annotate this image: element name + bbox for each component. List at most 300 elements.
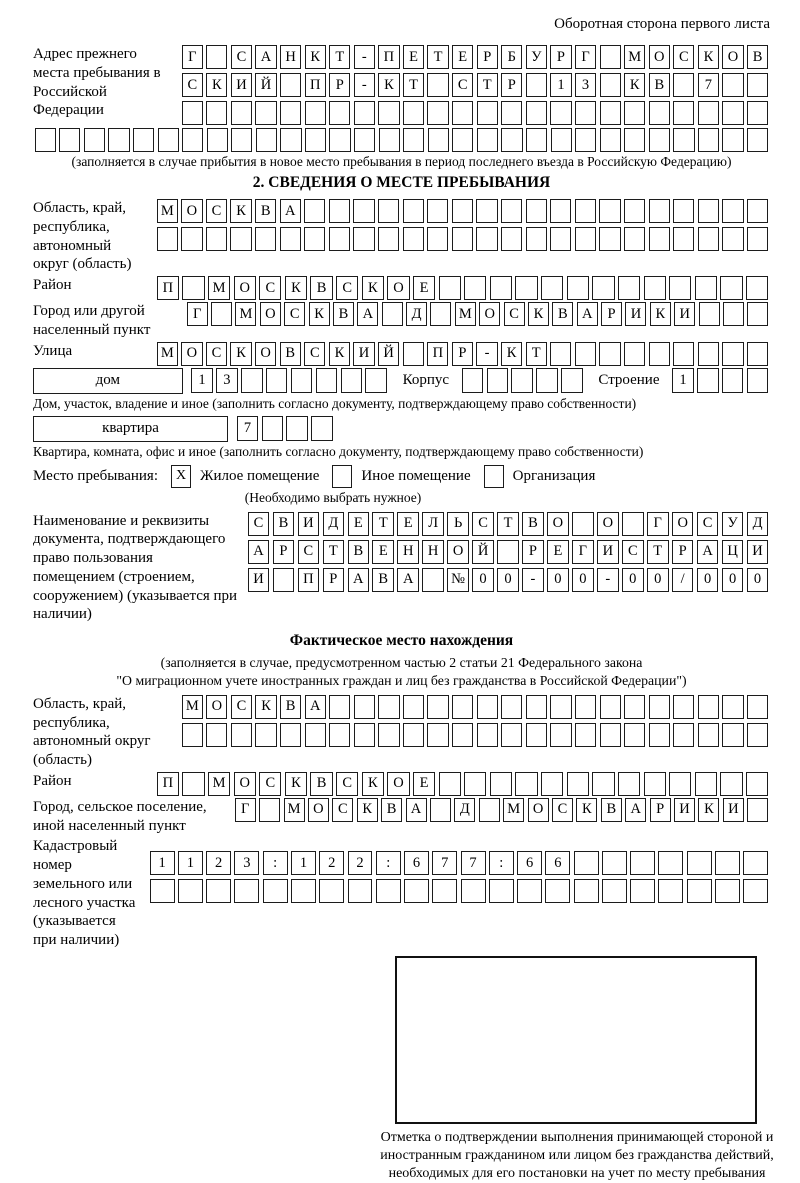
char-cell[interactable]: [430, 302, 451, 326]
char-cell[interactable]: [600, 723, 621, 747]
char-cell[interactable]: Н: [397, 540, 419, 564]
char-cell[interactable]: [622, 512, 644, 536]
char-cell[interactable]: С: [332, 798, 353, 822]
char-cell[interactable]: [574, 851, 599, 875]
char-cell[interactable]: О: [597, 512, 619, 536]
char-cell[interactable]: П: [157, 276, 179, 300]
char-cell[interactable]: [452, 128, 473, 152]
char-cell[interactable]: 6: [517, 851, 542, 875]
char-cell[interactable]: [515, 772, 537, 796]
char-cell[interactable]: М: [157, 342, 178, 366]
char-cell[interactable]: :: [376, 851, 401, 875]
char-cell[interactable]: [695, 772, 717, 796]
char-cell[interactable]: Р: [501, 73, 522, 97]
char-cell[interactable]: С: [248, 512, 270, 536]
char-cell[interactable]: В: [348, 540, 370, 564]
char-cell[interactable]: С: [304, 342, 325, 366]
char-cell[interactable]: [630, 879, 655, 903]
char-cell[interactable]: И: [231, 73, 252, 97]
char-cell[interactable]: 3: [575, 73, 596, 97]
char-cell[interactable]: О: [547, 512, 569, 536]
char-cell[interactable]: [256, 128, 277, 152]
char-cell[interactable]: [624, 342, 645, 366]
char-cell[interactable]: [241, 368, 263, 393]
char-cell[interactable]: [422, 568, 444, 592]
char-cell[interactable]: В: [280, 342, 301, 366]
char-cell[interactable]: Д: [747, 512, 769, 536]
char-cell[interactable]: [602, 879, 627, 903]
char-cell[interactable]: 0: [572, 568, 594, 592]
char-cell[interactable]: [316, 368, 338, 393]
char-cell[interactable]: [747, 227, 768, 251]
char-cell[interactable]: [378, 227, 399, 251]
char-cell[interactable]: С: [697, 512, 719, 536]
char-cell[interactable]: [255, 101, 276, 125]
char-cell[interactable]: [150, 879, 175, 903]
char-cell[interactable]: [720, 276, 742, 300]
char-cell[interactable]: [649, 128, 670, 152]
char-cell[interactable]: [687, 851, 712, 875]
char-cell[interactable]: [747, 101, 768, 125]
char-cell[interactable]: [329, 101, 350, 125]
char-cell[interactable]: [382, 302, 403, 326]
char-cell[interactable]: П: [157, 772, 179, 796]
char-cell[interactable]: [206, 879, 231, 903]
char-cell[interactable]: Р: [477, 45, 498, 69]
char-cell[interactable]: [182, 772, 204, 796]
char-cell[interactable]: [206, 101, 227, 125]
char-cell[interactable]: И: [674, 798, 695, 822]
char-cell[interactable]: 1: [191, 368, 213, 393]
char-cell[interactable]: С: [622, 540, 644, 564]
char-cell[interactable]: К: [362, 276, 384, 300]
char-cell[interactable]: №: [447, 568, 469, 592]
char-cell[interactable]: К: [230, 199, 251, 223]
char-cell[interactable]: [108, 128, 129, 152]
char-cell[interactable]: [452, 101, 473, 125]
char-cell[interactable]: [427, 695, 448, 719]
char-cell[interactable]: В: [649, 73, 670, 97]
char-cell[interactable]: [464, 276, 486, 300]
char-cell[interactable]: К: [357, 798, 378, 822]
char-cell[interactable]: Р: [323, 568, 345, 592]
char-cell[interactable]: [501, 199, 522, 223]
char-cell[interactable]: К: [285, 772, 307, 796]
char-cell[interactable]: 0: [647, 568, 669, 592]
char-cell[interactable]: [133, 128, 154, 152]
char-cell[interactable]: [695, 276, 717, 300]
char-cell[interactable]: О: [528, 798, 549, 822]
char-cell[interactable]: [644, 276, 666, 300]
char-cell[interactable]: 1: [178, 851, 203, 875]
char-cell[interactable]: [304, 227, 325, 251]
char-cell[interactable]: П: [427, 342, 448, 366]
char-cell[interactable]: [715, 879, 740, 903]
char-cell[interactable]: 0: [472, 568, 494, 592]
char-cell[interactable]: [649, 227, 670, 251]
char-cell[interactable]: [182, 723, 203, 747]
char-cell[interactable]: [550, 695, 571, 719]
char-cell[interactable]: [624, 695, 645, 719]
char-cell[interactable]: [567, 276, 589, 300]
char-cell[interactable]: [669, 772, 691, 796]
char-cell[interactable]: [747, 73, 768, 97]
char-cell[interactable]: Д: [323, 512, 345, 536]
char-cell[interactable]: [489, 879, 514, 903]
char-cell[interactable]: [697, 368, 719, 393]
char-cell[interactable]: [673, 227, 694, 251]
char-cell[interactable]: [329, 695, 350, 719]
char-cell[interactable]: [427, 101, 448, 125]
char-cell[interactable]: [747, 798, 768, 822]
char-cell[interactable]: А: [305, 695, 326, 719]
char-cell[interactable]: Т: [323, 540, 345, 564]
char-cell[interactable]: Т: [526, 342, 547, 366]
char-cell[interactable]: [206, 723, 227, 747]
char-cell[interactable]: [427, 227, 448, 251]
char-cell[interactable]: [673, 128, 694, 152]
char-cell[interactable]: С: [504, 302, 525, 326]
char-cell[interactable]: [575, 695, 596, 719]
char-cell[interactable]: [658, 879, 683, 903]
char-cell[interactable]: 7: [461, 851, 486, 875]
char-cell[interactable]: Б: [501, 45, 522, 69]
char-cell[interactable]: [329, 227, 350, 251]
char-cell[interactable]: [452, 695, 473, 719]
char-cell[interactable]: 2: [348, 851, 373, 875]
char-cell[interactable]: Р: [601, 302, 622, 326]
char-cell[interactable]: [501, 695, 522, 719]
char-cell[interactable]: 7: [237, 416, 259, 441]
char-cell[interactable]: 2: [206, 851, 231, 875]
char-cell[interactable]: [403, 101, 424, 125]
char-cell[interactable]: [743, 851, 768, 875]
char-cell[interactable]: [722, 73, 743, 97]
char-cell[interactable]: Т: [403, 73, 424, 97]
char-cell[interactable]: [477, 128, 498, 152]
char-cell[interactable]: 1: [291, 851, 316, 875]
char-cell[interactable]: [550, 101, 571, 125]
char-cell[interactable]: Р: [273, 540, 295, 564]
char-cell[interactable]: [624, 128, 645, 152]
char-cell[interactable]: [722, 199, 743, 223]
char-cell[interactable]: [206, 227, 227, 251]
char-cell[interactable]: С: [336, 772, 358, 796]
char-cell[interactable]: Р: [550, 45, 571, 69]
char-cell[interactable]: К: [230, 342, 251, 366]
char-cell[interactable]: [452, 199, 473, 223]
char-cell[interactable]: К: [501, 342, 522, 366]
char-cell[interactable]: :: [263, 851, 288, 875]
char-cell[interactable]: Г: [235, 798, 256, 822]
char-cell[interactable]: Д: [406, 302, 427, 326]
char-cell[interactable]: С: [673, 45, 694, 69]
char-cell[interactable]: [575, 342, 596, 366]
char-cell[interactable]: [462, 368, 484, 393]
char-cell[interactable]: [600, 73, 621, 97]
char-cell[interactable]: -: [597, 568, 619, 592]
char-cell[interactable]: [182, 276, 204, 300]
char-cell[interactable]: [487, 368, 509, 393]
char-cell[interactable]: [266, 368, 288, 393]
char-cell[interactable]: П: [305, 73, 326, 97]
char-cell[interactable]: [599, 227, 620, 251]
char-cell[interactable]: [649, 723, 670, 747]
char-cell[interactable]: [207, 128, 228, 152]
char-cell[interactable]: Г: [575, 45, 596, 69]
char-cell[interactable]: А: [357, 302, 378, 326]
char-cell[interactable]: М: [503, 798, 524, 822]
char-cell[interactable]: У: [722, 512, 744, 536]
char-cell[interactable]: [747, 128, 768, 152]
char-cell[interactable]: [329, 128, 350, 152]
char-cell[interactable]: [263, 879, 288, 903]
char-cell[interactable]: [497, 540, 519, 564]
char-cell[interactable]: В: [747, 45, 768, 69]
char-cell[interactable]: М: [455, 302, 476, 326]
char-cell[interactable]: [501, 101, 522, 125]
char-cell[interactable]: [341, 368, 363, 393]
char-cell[interactable]: [354, 101, 375, 125]
char-cell[interactable]: К: [528, 302, 549, 326]
char-cell[interactable]: [618, 772, 640, 796]
char-cell[interactable]: [280, 101, 301, 125]
char-cell[interactable]: [600, 101, 621, 125]
char-cell[interactable]: [722, 128, 743, 152]
char-cell[interactable]: [722, 227, 743, 251]
char-cell[interactable]: Т: [647, 540, 669, 564]
char-cell[interactable]: О: [206, 695, 227, 719]
char-cell[interactable]: [452, 723, 473, 747]
char-cell[interactable]: [403, 128, 424, 152]
char-cell[interactable]: К: [309, 302, 330, 326]
char-cell[interactable]: П: [378, 45, 399, 69]
char-cell[interactable]: [699, 302, 720, 326]
char-cell[interactable]: [673, 101, 694, 125]
char-cell[interactable]: К: [329, 342, 350, 366]
char-cell[interactable]: В: [255, 199, 276, 223]
char-cell[interactable]: [280, 227, 301, 251]
char-cell[interactable]: [624, 199, 645, 223]
char-cell[interactable]: [329, 723, 350, 747]
char-cell[interactable]: [365, 368, 387, 393]
char-cell[interactable]: [182, 101, 203, 125]
char-cell[interactable]: 7: [432, 851, 457, 875]
char-cell[interactable]: Р: [650, 798, 671, 822]
char-cell[interactable]: М: [235, 302, 256, 326]
char-cell[interactable]: [673, 342, 694, 366]
char-cell[interactable]: 0: [622, 568, 644, 592]
char-cell[interactable]: 6: [545, 851, 570, 875]
char-cell[interactable]: К: [650, 302, 671, 326]
char-cell[interactable]: [286, 416, 308, 441]
char-cell[interactable]: 3: [216, 368, 238, 393]
char-cell[interactable]: [649, 342, 670, 366]
char-cell[interactable]: [551, 128, 572, 152]
char-cell[interactable]: [545, 879, 570, 903]
char-cell[interactable]: О: [649, 45, 670, 69]
char-cell[interactable]: [592, 772, 614, 796]
char-cell[interactable]: 0: [697, 568, 719, 592]
char-cell[interactable]: С: [298, 540, 320, 564]
char-cell[interactable]: [746, 772, 768, 796]
char-cell[interactable]: М: [182, 695, 203, 719]
char-cell[interactable]: [319, 879, 344, 903]
char-cell[interactable]: С: [259, 772, 281, 796]
char-cell[interactable]: [403, 227, 424, 251]
char-cell[interactable]: С: [452, 73, 473, 97]
char-cell[interactable]: [428, 128, 449, 152]
char-cell[interactable]: [354, 128, 375, 152]
char-cell[interactable]: И: [625, 302, 646, 326]
char-cell[interactable]: [439, 772, 461, 796]
char-cell[interactable]: О: [387, 772, 409, 796]
checkbox-other-premises[interactable]: [332, 465, 352, 488]
char-cell[interactable]: Й: [378, 342, 399, 366]
char-cell[interactable]: Е: [372, 540, 394, 564]
char-cell[interactable]: О: [447, 540, 469, 564]
char-cell[interactable]: [59, 128, 80, 152]
char-cell[interactable]: [624, 723, 645, 747]
char-cell[interactable]: [575, 101, 596, 125]
char-cell[interactable]: [526, 227, 547, 251]
char-cell[interactable]: Г: [182, 45, 203, 69]
char-cell[interactable]: А: [697, 540, 719, 564]
char-cell[interactable]: В: [522, 512, 544, 536]
char-cell[interactable]: Р: [452, 342, 473, 366]
char-cell[interactable]: [574, 879, 599, 903]
char-cell[interactable]: [501, 723, 522, 747]
char-cell[interactable]: Л: [422, 512, 444, 536]
char-cell[interactable]: М: [208, 276, 230, 300]
char-cell[interactable]: А: [406, 798, 427, 822]
char-cell[interactable]: [722, 101, 743, 125]
char-cell[interactable]: :: [489, 851, 514, 875]
char-cell[interactable]: В: [310, 772, 332, 796]
char-cell[interactable]: Р: [522, 540, 544, 564]
char-cell[interactable]: О: [722, 45, 743, 69]
char-cell[interactable]: [743, 879, 768, 903]
char-cell[interactable]: [649, 199, 670, 223]
char-cell[interactable]: Р: [329, 73, 350, 97]
char-cell[interactable]: С: [231, 45, 252, 69]
char-cell[interactable]: [747, 723, 768, 747]
char-cell[interactable]: [255, 227, 276, 251]
char-cell[interactable]: Е: [403, 45, 424, 69]
char-cell[interactable]: [231, 723, 252, 747]
char-cell[interactable]: С: [552, 798, 573, 822]
char-cell[interactable]: [673, 723, 694, 747]
char-cell[interactable]: [206, 45, 227, 69]
char-cell[interactable]: [376, 879, 401, 903]
char-cell[interactable]: [262, 416, 284, 441]
char-cell[interactable]: [698, 723, 719, 747]
char-cell[interactable]: [526, 695, 547, 719]
char-cell[interactable]: О: [181, 199, 202, 223]
char-cell[interactable]: О: [672, 512, 694, 536]
char-cell[interactable]: А: [397, 568, 419, 592]
char-cell[interactable]: В: [280, 695, 301, 719]
char-cell[interactable]: М: [208, 772, 230, 796]
char-cell[interactable]: [526, 723, 547, 747]
char-cell[interactable]: В: [552, 302, 573, 326]
char-cell[interactable]: [698, 199, 719, 223]
char-cell[interactable]: [378, 199, 399, 223]
char-cell[interactable]: [698, 342, 719, 366]
char-cell[interactable]: К: [255, 695, 276, 719]
checkbox-residential[interactable]: X: [171, 465, 191, 488]
char-cell[interactable]: [255, 723, 276, 747]
char-cell[interactable]: М: [624, 45, 645, 69]
char-cell[interactable]: [550, 723, 571, 747]
char-cell[interactable]: [600, 128, 621, 152]
char-cell[interactable]: [687, 879, 712, 903]
char-cell[interactable]: Т: [329, 45, 350, 69]
char-cell[interactable]: [304, 199, 325, 223]
char-cell[interactable]: Т: [497, 512, 519, 536]
char-cell[interactable]: -: [476, 342, 497, 366]
char-cell[interactable]: Н: [280, 45, 301, 69]
char-cell[interactable]: [526, 128, 547, 152]
char-cell[interactable]: К: [206, 73, 227, 97]
char-cell[interactable]: [501, 128, 522, 152]
char-cell[interactable]: [722, 368, 744, 393]
char-cell[interactable]: [624, 227, 645, 251]
char-cell[interactable]: К: [698, 798, 719, 822]
char-cell[interactable]: В: [273, 512, 295, 536]
char-cell[interactable]: И: [674, 302, 695, 326]
char-cell[interactable]: А: [280, 199, 301, 223]
char-cell[interactable]: Е: [397, 512, 419, 536]
char-cell[interactable]: [403, 199, 424, 223]
char-cell[interactable]: [526, 101, 547, 125]
char-cell[interactable]: М: [284, 798, 305, 822]
char-cell[interactable]: 3: [234, 851, 259, 875]
char-cell[interactable]: [305, 101, 326, 125]
char-cell[interactable]: О: [255, 342, 276, 366]
char-cell[interactable]: [430, 798, 451, 822]
char-cell[interactable]: [747, 342, 768, 366]
char-cell[interactable]: /: [672, 568, 694, 592]
char-cell[interactable]: О: [181, 342, 202, 366]
char-cell[interactable]: [526, 199, 547, 223]
char-cell[interactable]: [305, 723, 326, 747]
char-cell[interactable]: [427, 73, 448, 97]
char-cell[interactable]: И: [353, 342, 374, 366]
char-cell[interactable]: [35, 128, 56, 152]
char-cell[interactable]: [157, 227, 178, 251]
char-cell[interactable]: Т: [477, 73, 498, 97]
char-cell[interactable]: [624, 101, 645, 125]
char-cell[interactable]: 1: [550, 73, 571, 97]
char-cell[interactable]: 0: [497, 568, 519, 592]
char-cell[interactable]: С: [231, 695, 252, 719]
char-cell[interactable]: [669, 276, 691, 300]
char-cell[interactable]: А: [248, 540, 270, 564]
char-cell[interactable]: В: [310, 276, 332, 300]
char-cell[interactable]: [305, 128, 326, 152]
char-cell[interactable]: [673, 73, 694, 97]
char-cell[interactable]: Г: [572, 540, 594, 564]
char-cell[interactable]: [404, 879, 429, 903]
char-cell[interactable]: И: [723, 798, 744, 822]
char-cell[interactable]: [673, 695, 694, 719]
char-cell[interactable]: [673, 199, 694, 223]
char-cell[interactable]: 2: [319, 851, 344, 875]
char-cell[interactable]: [178, 879, 203, 903]
char-cell[interactable]: [698, 227, 719, 251]
char-cell[interactable]: А: [348, 568, 370, 592]
